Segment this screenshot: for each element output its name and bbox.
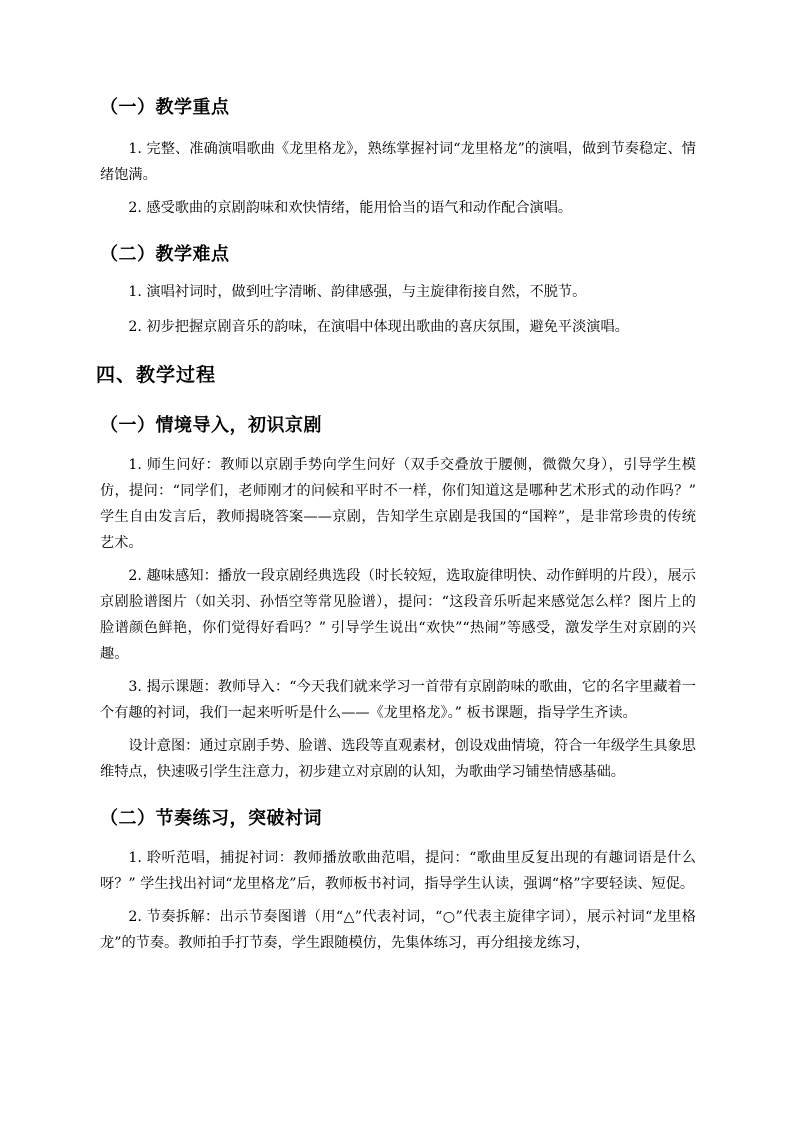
difficulties-heading: （二）教学难点 [100, 244, 230, 265]
step1-item-2: 2. 趣味感知：播放一段京剧经典选段（时长较短，选取旋律明快、动作鲜明的片段），展示京剧脸谱图片（如关羽、孙悟空等常见脸谱），提问：“这段音乐听起来感觉怎么样？图片上的脸谱颜色鲜艳，你们觉得好看吗？” 引导学生说出“欢快”“热闹”等感受，激发学生对京剧的兴趣。 [100, 568, 696, 662]
step1-item-1: 1. 师生问好：教师以京剧手势向学生问好（双手交叠放于腰侧，微微欠身），引导学生模仿，提问：“同学们，老师刚才的问候和平时不一样，你们知道这是哪种艺术形式的动作吗？” 学生自由发言后，教师揭晓答案——京剧，告知学生京剧是我国的“国粹”，是非常珍贵的传统艺术。 [100, 457, 696, 551]
key-point-2: 2. 感受歌曲的京剧韵味和欢快情绪，能用恰当的语气和动作配合演唱。 [128, 200, 573, 216]
step2-item-1: 1. 聆听范唱，捕捉衬词：教师播放歌曲范唱，提问：“歌曲里反复出现的有趣词语是什么呀？” 学生找出衬词“龙里格龙”后，教师板书衬词，指导学生认读，强调“格”字要轻读、短促。 [100, 850, 696, 892]
document-body [96, 94, 696, 956]
key-point-1: 1. 完整、准确演唱歌曲《龙里格龙》，熟练掌握衬词“龙里格龙”的演唱，做到节奏稳定、情绪饱满。 [100, 141, 696, 183]
process-heading: 四、教学过程 [96, 364, 217, 386]
step2-heading: （二）节奏练习，突破衬词 [100, 808, 322, 829]
step1-heading: （一）情境导入，初识京剧 [100, 415, 322, 436]
step2-item-2: 2. 节奏拆解：出示节奏图谱（用“△”代表衬词，“○”代表主旋律字词），展示衬词“龙里格龙”的节奏。教师拍手打节奏，学生跟随模仿，先集体练习，再分组接龙练习， [100, 909, 696, 951]
step1-item-3: 3. 揭示课题：教师导入：“今天我们就来学习一首带有京剧韵味的歌曲，它的名字里藏着一个有趣的衬词，我们一起来听听是什么——《龙里格龙》。” 板书课题，指导学生齐读。 [100, 679, 696, 721]
key-points-heading: （一）教学重点 [100, 97, 230, 118]
difficulty-1: 1. 演唱衬词时，做到吐字清晰、韵律感强，与主旋律衔接自然，不脱节。 [128, 284, 587, 300]
design-intent: 设计意图：通过京剧手势、脸谱、选段等直观素材，创设戏曲情境，符合一年级学生具象思维特点，快速吸引学生注意力，初步建立对京剧的认知，为歌曲学习铺垫情感基础。 [100, 738, 696, 780]
difficulty-2: 2. 初步把握京剧音乐的韵味，在演唱中体现出歌曲的喜庆氛围，避免平淡演唱。 [128, 319, 629, 335]
